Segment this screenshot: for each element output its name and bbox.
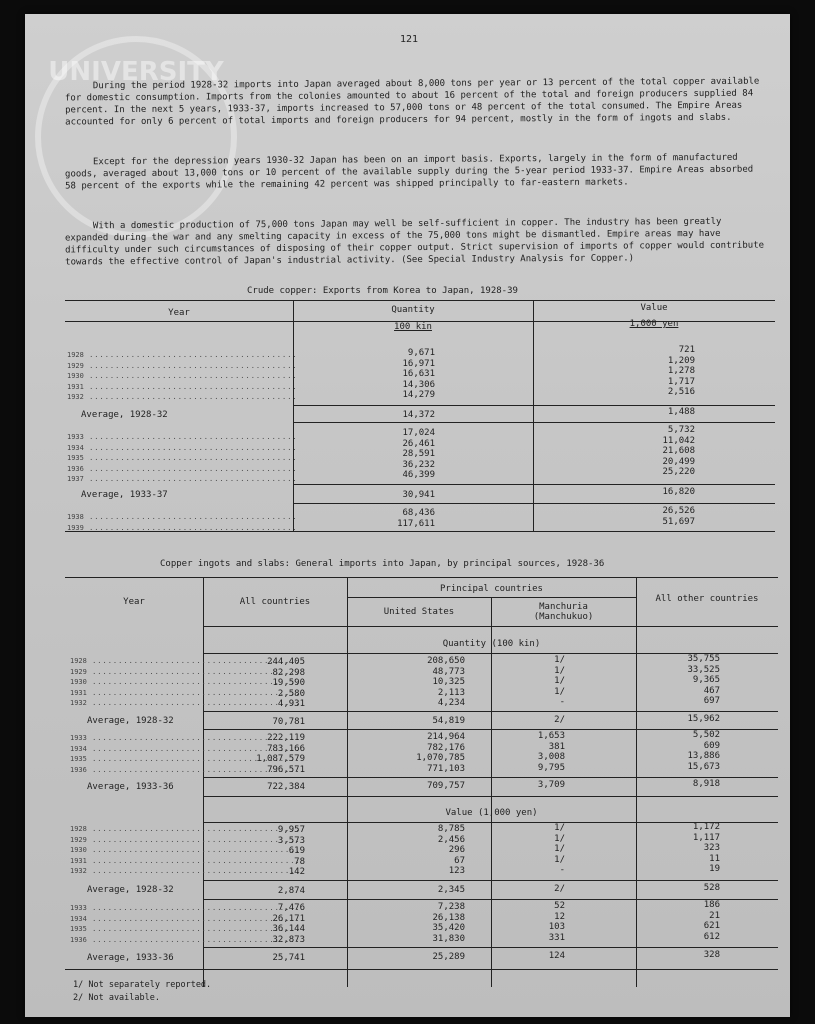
document-page [25, 14, 790, 1017]
table2-quantity-average-1928-32-all: 70,781 [272, 717, 305, 727]
table1-years-1928-32: 1928 ..... 1929 ..... 1930 ..... 1931 ..... 1932 ..... [67, 350, 297, 403]
table1-quantity-unit: 100 kin [394, 322, 432, 332]
table1-quantity-1938-39: 68,436 117,611 [397, 508, 435, 529]
table2-quantity-manchuria-1933-36: 1,653 381 3,008 9,795 [537, 731, 565, 773]
table2-quantity-average-1933-36-manchuria: 3,709 [537, 780, 565, 790]
table2-quantity-average-1933-36-us: 709,757 [427, 781, 465, 791]
table2-quantity-average-1928-32-label: Average, 1928-32 [87, 716, 174, 726]
table1-value-1933-37: 5,732 11,042 21,608 20,499 25,220 [662, 425, 695, 478]
table2-value-section-label: Value (1,000 yen) [445, 808, 538, 818]
table2-quantity-all-1933-36: 222,119 783,166 1,087,579 796,571 [256, 733, 305, 775]
table1-average-1933-37-label: Average, 1933-37 [81, 490, 168, 500]
table2-quantity-us-1933-36: 214,964 782,176 1,070,785 771,103 [416, 732, 465, 774]
table2-value-average-1933-36-all: 25,741 [272, 953, 305, 963]
table2-other-countries-header: All other countries [655, 594, 759, 604]
table2-quantity-average-1933-36-label: Average, 1933-36 [87, 782, 174, 792]
table1-value-unit: 1,000 yen [629, 319, 679, 329]
table2-value-us-1933-36: 7,238 26,138 35,420 31,830 [432, 902, 465, 944]
table1-average-1928-32-quantity: 14,372 [402, 410, 435, 420]
table2-quantity-other-1933-36: 5,502 609 13,886 15,673 [687, 730, 720, 772]
paragraph-production: With a domestic production of 75,000 tons Japan may well be self-sufficient in copper. The industry has been greatly expanded during the war and any smelting capacity in excess of the 75,000 tons might be dismantled. Empire areas may have difficulty under such circumstances of disposing of their copper output. Strict supervision of imports of copper would contribute towards the effective control of Japan's industrial activity. (See Special Industry Analysis for Copper.) [64, 216, 765, 268]
table2-value-all-1928-32: 9,957 3,573 619 78 142 [277, 825, 305, 878]
table1-years-1933-37: 1933 ..... 1934 ..... 1935 ..... 1936 ..... 1937 ..... [67, 432, 297, 485]
table2-quantity-years-1928-32: 1928 ..... 1929 ..... 1930 ..... 1931 ..... 1932 ..... [70, 656, 300, 709]
table2-manchukuo-header: (Manchukuo) [533, 612, 594, 622]
table1-quantity-1933-37: 17,024 26,461 28,591 36,232 46,399 [402, 428, 435, 481]
table2-value-average-1928-32-all: 2,874 [277, 886, 305, 896]
table2-quantity-average-1928-32-manchuria: 2/ [554, 715, 565, 725]
table2-value-average-1933-36-label: Average, 1933-36 [87, 953, 174, 963]
table2-quantity-all-1928-32: 244,405 82,298 19,590 2,580 4,931 [267, 657, 305, 710]
table2-value-years-1928-32: 1928 ..... 1929 ..... 1930 ..... 1931 ..... 1932 ..... [70, 824, 300, 877]
table2-quantity-other-1928-32: 35,755 33,525 9,365 467 697 [687, 654, 720, 707]
table1-caption: Crude copper: Exports from Korea to Japan, 1928-39 [247, 286, 518, 296]
table1-quantity-1928-32: 9,671 16,971 16,631 14,306 14,279 [402, 348, 435, 401]
table2-value-manchuria-1928-32: 1/ 1/ 1/ 1/ - [554, 823, 565, 876]
table2-value-other-1933-36: 186 21 621 612 [703, 900, 720, 942]
table2-all-countries-header: All countries [239, 597, 311, 607]
table2-value-average-1933-36-manchuria: 124 [548, 951, 565, 961]
table1-value-1928-32: 721 1,209 1,278 1,717 2,516 [667, 345, 695, 398]
table2-value-average-1928-32-manchuria: 2/ [554, 884, 565, 894]
table2-year-header: Year [123, 597, 145, 607]
table2-quantity-manchuria-1928-32: 1/ 1/ 1/ 1/ - [554, 655, 565, 708]
table2-value-us-1928-32: 8,785 2,456 296 67 123 [437, 824, 465, 877]
table2-quantity-average-1933-36-other: 8,918 [692, 779, 720, 789]
table2-quantity-average-1928-32-other: 15,962 [687, 714, 720, 724]
table1-average-1928-32-value: 1,488 [667, 407, 695, 417]
table2-value-average-1928-32-label: Average, 1928-32 [87, 885, 174, 895]
table2-value-average-1928-32-us: 2,345 [437, 885, 465, 895]
table2-manchuria-header: Manchuria [539, 602, 588, 612]
page-number: 121 [400, 34, 419, 45]
table1-years-1938-39: 1938 ..... 1939 ..... [67, 512, 297, 533]
table1-year-header: Year [168, 308, 190, 318]
table1-value-header: Value [640, 303, 668, 313]
table2-value-years-1933-36: 1933 ..... 1934 ..... 1935 ..... 1936 ..... [70, 903, 300, 945]
footnote-1: 1/ Not separately reported. [73, 980, 212, 990]
table2-principal-countries-header: Principal countries [440, 584, 543, 594]
table2-quantity-average-1933-36-all: 722,384 [267, 782, 305, 792]
table2-caption: Copper ingots and slabs: General imports into Japan, by principal sources, 1928-36 [160, 559, 605, 569]
table1-value-1938-39: 26,526 51,697 [662, 506, 695, 527]
table2-value-average-1933-36-other: 328 [703, 950, 720, 960]
table2-quantity-us-1928-32: 208,650 48,773 10,325 2,113 4,234 [427, 656, 465, 709]
table1-average-1933-37-quantity: 30,941 [402, 490, 435, 500]
table2-value-all-1933-36: 7,476 26,171 36,144 32,873 [272, 903, 305, 945]
table2-value-manchuria-1933-36: 52 12 103 331 [548, 901, 565, 943]
table2-quantity-section-label: Quantity (100 kin) [442, 639, 541, 649]
table2-value-other-1928-32: 1,172 1,117 323 11 19 [692, 822, 720, 875]
table1-average-1928-32-label: Average, 1928-32 [81, 410, 168, 420]
university-stamp-watermark: UNIVERSITY [35, 36, 237, 238]
paragraph-exports: Except for the depression years 1930-32 Japan has been on an import basis. Exports, largely in the form of manufactured goods, averaged about 13,000 tons or 10 percent of the available supply during the 5-year period 1933-37. Empire Areas absorbed 58 percent of the exports while the remaining 42 percent was shipped principally to far-eastern markets. [64, 152, 754, 192]
footnote-2: 2/ Not available. [73, 993, 160, 1003]
paragraph-imports: During the period 1928-32 imports into Japan averaged about 8,000 tons per year or 13 percent of the total copper available for domestic consumption. Imports from the colonies amounted to about 16 percent of the total and foreign producers supplied 84 percent. In the next 5 years, 1933-37, imports increased to 57,000 tons or 48 percent of the total consumed. The Empire Areas accounted for only 6 percent of total imports and foreign producers for 94 percent, mostly in the form of ingots and slabs. [64, 76, 760, 128]
table1-quantity-header: Quantity [391, 305, 435, 315]
table1-average-1933-37-value: 16,820 [662, 487, 695, 497]
table2-quantity-years-1933-36: 1933 ..... 1934 ..... 1935 ..... 1936 ..... [70, 733, 300, 775]
table2-value-average-1928-32-other: 528 [703, 883, 720, 893]
table2-united-states-header: United States [383, 607, 455, 617]
table2-value-average-1933-36-us: 25,289 [432, 952, 465, 962]
table2-quantity-average-1928-32-us: 54,819 [432, 716, 465, 726]
